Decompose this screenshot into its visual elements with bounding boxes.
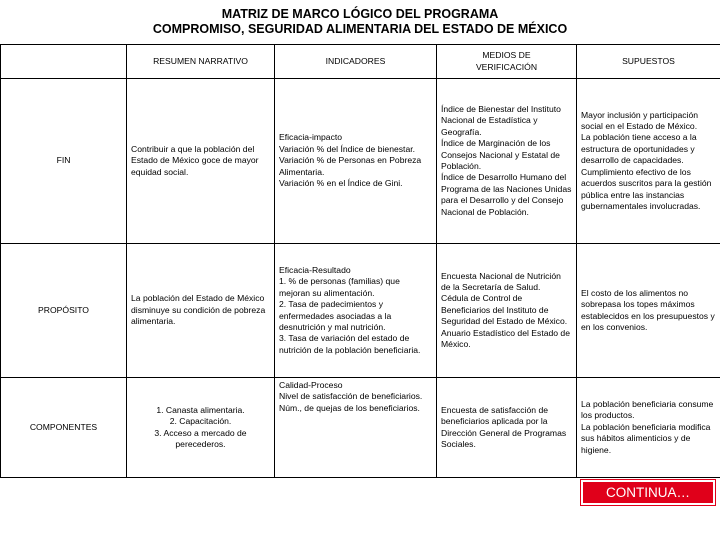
continue-button[interactable]: CONTINUA… — [581, 480, 715, 505]
componentes-resumen-cell: 1. Canasta alimentaria. 2. Capacitación. 3. Acceso a mercado de perecederos. — [127, 378, 275, 478]
componentes-indicadores-cell: Calidad-Proceso Nivel de satisfacción de beneficiarios. Núm., de quejas de los beneficiarios. — [275, 378, 437, 478]
fin-medios-cell: Índice de Bienestar del Instituto Nacional de Estadística y Geografía. Índice de Marginación de los Consejos Nacional y Estatal de Población. Índice de Desarrollo Humano del Programa de las Naciones Unidas para el Desarrollo y del Consejo Nacional de Población. — [437, 79, 577, 244]
proposito-supuestos-cell: El costo de los alimentos no sobrepasa los topes máximos establecidos en los presupuestos y en los convenios. — [577, 244, 720, 378]
header-row — [1, 45, 720, 79]
proposito-medios-cell: Encuesta Nacional de Nutrición de la Secretaría de Salud. Cédula de Control de Beneficiarios del Instituto de Seguridad del Estado de México. Anuario Estadístico del Estado de México. — [437, 244, 577, 378]
proposito-resumen-cell: La población del Estado de México disminuye su condición de pobreza alimentaria. — [127, 244, 275, 378]
row-proposito — [1, 244, 720, 378]
fin-resumen-cell: Contribuir a que la población del Estado de México goce de mayor equidad social. — [127, 79, 275, 244]
row-label-componentes: COMPONENTES — [1, 378, 127, 478]
componentes-medios-cell: Encuesta de satisfacción de beneficiarios aplicada por la Dirección General de Programas Sociales. — [437, 378, 577, 478]
header-medios-de-verificacion: MEDIOS DE VERIFICACIÓN — [437, 45, 577, 79]
fin-indicadores-cell: Eficacia-impacto Variación % del Índice de bienestar. Variación % de Personas en Pobreza Alimentaria. Variación % en el Índice de Gini. — [275, 79, 437, 244]
header-indicadores: INDICADORES — [275, 45, 437, 79]
header-empty-cell — [1, 45, 127, 79]
row-fin — [1, 79, 720, 244]
proposito-indicadores-cell: Eficacia-Resultado 1. % de personas (familias) que mejoran su alimentación. 2. Tasa de padecimientos y enfermedades asociadas a la desnutrición y mal nutrición. 3. Tasa de variación del estado de nutrición de la población beneficiaria. — [275, 244, 437, 378]
fin-supuestos-cell: Mayor inclusión y participación social en el Estado de México. La población tiene acceso a la estructura de oportunidades y desarrollo de capacidades. Cumplimiento efectivo de los acuerdos suscritos para la gestión pública entre las instancias gubernamentales involucradas. — [577, 79, 720, 244]
header-supuestos: SUPUESTOS — [577, 45, 720, 79]
row-label-proposito: PROPÓSITO — [1, 244, 127, 378]
row-label-fin: FIN — [1, 79, 127, 244]
document-title — [0, 7, 720, 37]
title-line-2: COMPROMISO, SEGURIDAD ALIMENTARIA DEL ESTADO DE MÉXICO — [152, 22, 568, 36]
componentes-supuestos-cell: La población beneficiaria consume los productos. La población beneficiaria modifica sus hábitos alimenticios y de higiene. — [577, 378, 720, 478]
header-resumen-narrativo: RESUMEN NARRATIVO — [127, 45, 275, 79]
row-componentes — [1, 378, 720, 478]
logical-framework-matrix — [0, 44, 720, 478]
title-line-1: MATRIZ DE MARCO LÓGICO DEL PROGRAMA — [221, 7, 499, 21]
